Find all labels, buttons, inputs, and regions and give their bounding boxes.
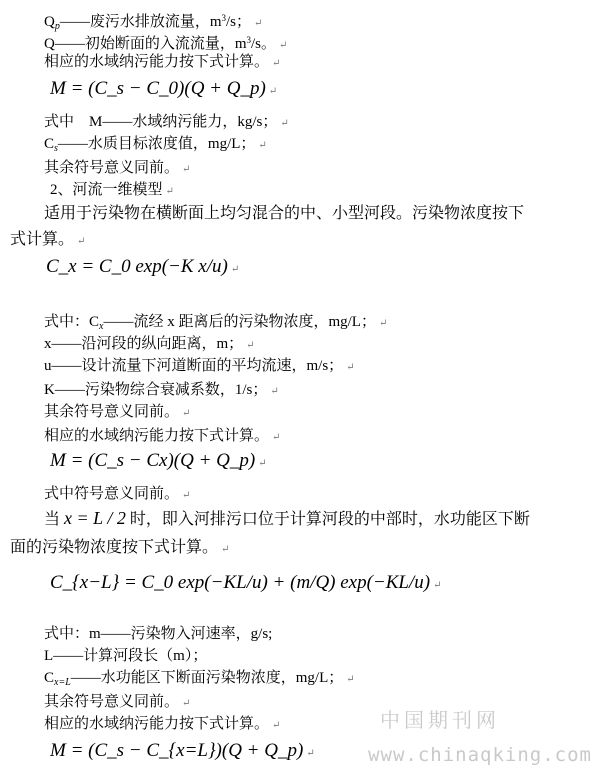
text-line [44, 484, 190, 506]
text-line [44, 508, 530, 530]
paragraph-mark-icon: ↵ [221, 544, 230, 555]
paragraph-mark-icon: ↵ [272, 432, 281, 443]
paragraph-mark-icon: ↵ [346, 674, 355, 685]
definition-text: 式中：m——污染物入河速率，g/s; [44, 626, 273, 642]
text-line [44, 692, 190, 714]
section-heading [50, 180, 174, 202]
paragraph-mark-icon: ↵ [165, 186, 174, 197]
paragraph-text: 其余符号意义同前。 [44, 160, 180, 176]
text-line [44, 158, 190, 180]
text-line [10, 230, 85, 252]
text-line [44, 112, 289, 134]
paragraph-mark-icon: ↵ [230, 264, 240, 275]
equation-text: M = (C_s − C_0)(Q + Q_p) [50, 78, 266, 99]
paragraph-mark-icon: ↵ [279, 40, 288, 51]
paragraph-text: 其余符号意义同前。 [44, 694, 180, 710]
inline-equation: x = L / 2 [64, 508, 126, 528]
equation-5 [50, 740, 315, 762]
equation-2 [46, 256, 239, 278]
subscript: p [54, 21, 60, 32]
paragraph-text: 式计算。 [10, 231, 75, 248]
paragraph-mark-icon: ↵ [306, 748, 315, 759]
text-line [44, 714, 280, 736]
paragraph-mark-icon: ↵ [254, 18, 263, 29]
superscript: 3 [221, 13, 227, 23]
paragraph-mark-icon: ↵ [272, 720, 281, 731]
definition-text: x——沿河段的纵向距离，m； [44, 336, 244, 352]
paragraph-mark-icon: ↵ [246, 340, 255, 351]
definition-text: ——废污水排放流量，m [59, 14, 222, 30]
unit-text: /s。 [251, 36, 277, 52]
equation-text: M = (C_s − Cx)(Q + Q_p) [50, 450, 256, 471]
paragraph-mark-icon: ↵ [258, 140, 267, 151]
paragraph-mark-icon: ↵ [280, 118, 289, 129]
text-line [44, 624, 272, 644]
paragraph-text: 相应的水域纳污能力按下式计算。 [44, 428, 270, 444]
paragraph-text: 相应的水域纳污能力按下式计算。 [44, 54, 270, 70]
text-line [44, 52, 280, 74]
paragraph-mark-icon: ↵ [433, 580, 442, 591]
paragraph-mark-icon: ↵ [258, 458, 267, 469]
paragraph-mark-icon: ↵ [182, 408, 191, 419]
heading-text: 2、河流一维模型 [50, 182, 163, 198]
subscript: x=L [54, 677, 71, 688]
paragraph-mark-icon: ↵ [346, 362, 355, 373]
unit-text: /s； [226, 14, 252, 30]
paragraph-mark-icon: ↵ [182, 490, 191, 501]
equation-text: C_{x−L} = C_0 exp(−KL/u) + (m/Q) exp(−KL/u) [50, 572, 431, 593]
superscript: 3 [246, 35, 252, 45]
paragraph-text: 相应的水域纳污能力按下式计算。 [44, 716, 270, 732]
text-line [44, 380, 279, 402]
text-line [44, 204, 524, 224]
watermark-logo-text: 中国期刊网 [380, 708, 500, 732]
paragraph-mark-icon: ↵ [77, 236, 86, 247]
paragraph-text: 时，即入河排污口位于计算河段的中部时，水功能区下断 [129, 511, 530, 528]
text-line [10, 538, 229, 560]
equation-1 [50, 78, 277, 100]
definition-text: Q——初始断面的入流流量，m [44, 36, 247, 52]
paragraph-text: 面的污染物浓度按下式计算。 [10, 539, 219, 556]
text-line [44, 402, 190, 424]
paragraph-mark-icon: ↵ [270, 386, 279, 397]
paragraph-mark-icon: ↵ [378, 318, 388, 329]
paragraph-mark-icon: ↵ [272, 58, 281, 69]
text-line [44, 356, 355, 378]
equation-4 [50, 572, 442, 594]
text-line [44, 426, 280, 448]
text-line [44, 334, 255, 356]
definition-text: L——计算河段长（m）； [44, 648, 208, 664]
subscript: x [99, 321, 104, 332]
definition-text: ——流经 x 距离后的污染物浓度，mg/L； [103, 314, 376, 330]
symbol-q: Q [44, 14, 55, 30]
equation-3 [50, 450, 267, 472]
paragraph-text: 适用于污染物在横断面上均匀混合的中、小型河段。污染物浓度按下 [44, 205, 525, 222]
paragraph-mark-icon: ↵ [182, 164, 191, 175]
paragraph-mark-icon: ↵ [268, 86, 278, 97]
definition-text: ——水质目标浓度值，mg/L； [57, 136, 256, 152]
paragraph-text: 其余符号意义同前。 [44, 404, 180, 420]
paragraph-text: 式中符号意义同前。 [44, 486, 180, 502]
symbol-c: C [44, 670, 55, 686]
text-line [44, 134, 267, 159]
equation-text: M = (C_s − C_{x=L})(Q + Q_p) [50, 740, 304, 761]
definition-text: 式中 M——水域纳污能力，kg/s； [44, 114, 278, 130]
paragraph-mark-icon: ↵ [182, 698, 191, 709]
paragraph-text: 当 [44, 511, 61, 528]
symbol-c: C [44, 136, 55, 152]
text-line [44, 646, 207, 666]
subscript: s [54, 143, 58, 154]
definition-label: 式中：C [44, 314, 100, 330]
text-line [44, 668, 355, 693]
definition-text: u——设计流量下河道断面的平均流速，m/s； [44, 358, 344, 374]
definition-text: ——水功能区下断面污染物浓度，mg/L； [70, 670, 344, 686]
equation-text: C_x = C_0 exp(−K x/u) [46, 256, 228, 277]
definition-text: K——污染物综合衰减系数，1/s； [44, 382, 268, 398]
watermark-url: www.chinaqking.com [368, 744, 592, 766]
